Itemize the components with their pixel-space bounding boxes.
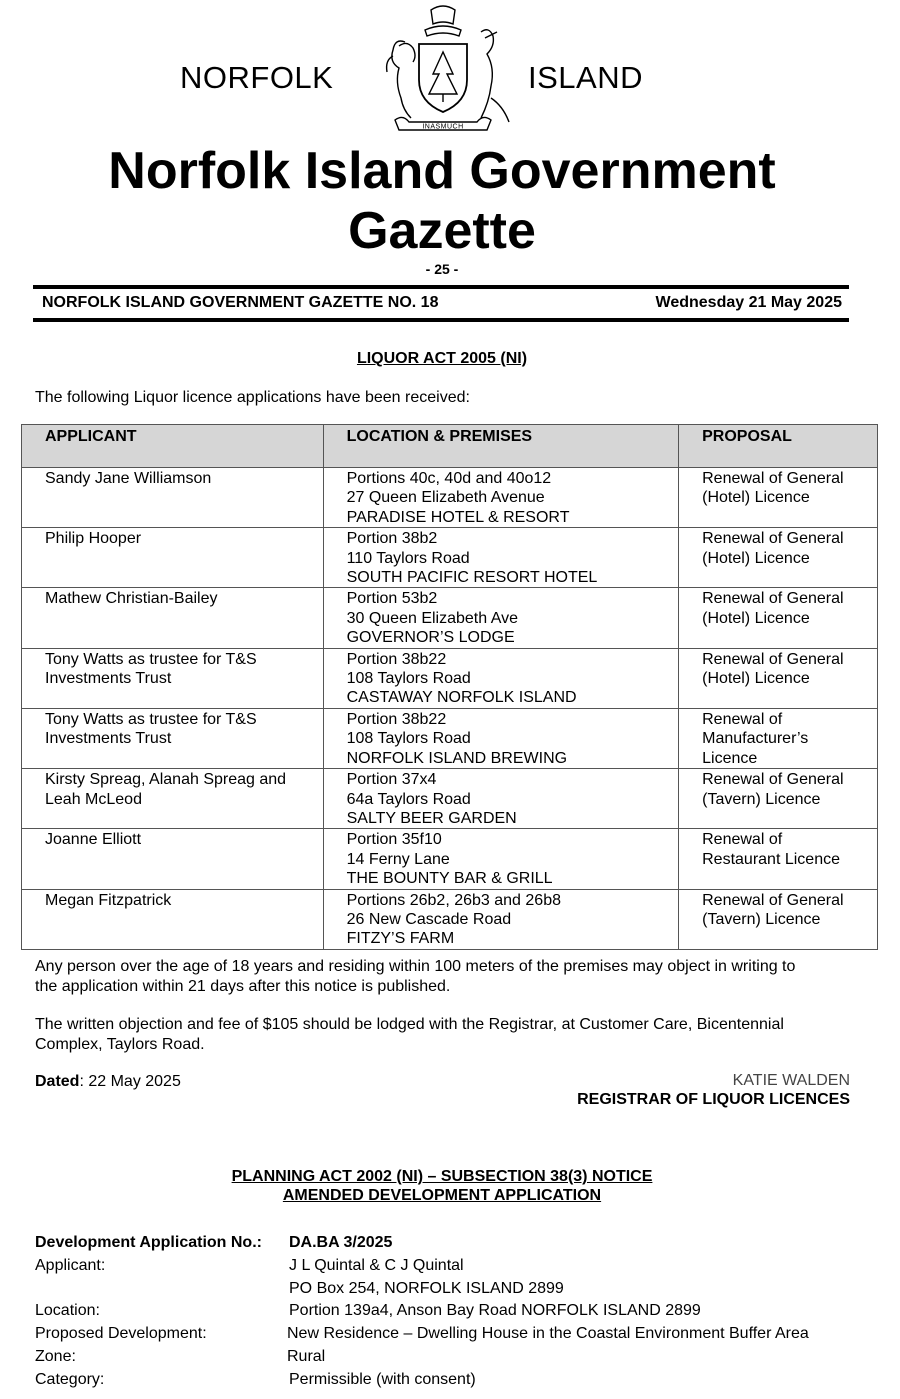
proposal-cell <box>679 528 878 588</box>
table-row <box>22 769 878 829</box>
applicant-cell <box>22 829 324 889</box>
planning-act-subheading: AMENDED DEVELOPMENT APPLICATION <box>282 1187 602 1204</box>
proposal-cell-line: (Hotel) Licence <box>702 670 810 688</box>
column-header-location: LOCATION & PREMISES <box>323 425 679 468</box>
applicant-cell-line: Megan Fitzpatrick <box>45 891 172 909</box>
table-row <box>22 468 878 528</box>
masthead-left-word: NORFOLK <box>180 60 334 95</box>
location-cell-line: 27 Queen Elizabeth Avenue <box>346 489 545 507</box>
location-cell-line: GOVERNOR’S LODGE <box>346 629 515 647</box>
proposal-cell-line: Renewal of General <box>702 650 844 668</box>
proposal-cell-line: (Hotel) Licence <box>702 549 810 567</box>
banner-top-rule <box>33 285 849 289</box>
fee-line-1: The written objection and fee of $105 should be lodged with the Registrar, at Customer Care, Bicentennial <box>35 1016 784 1033</box>
applicant-cell <box>22 769 324 829</box>
location-cell-line: Portion 53b2 <box>346 590 438 608</box>
objection-line-2: the application within 21 days after this notice is published. <box>35 977 451 995</box>
gazette-title-line1: Norfolk Island Government <box>108 142 776 200</box>
proposal-cell-line: Renewal of <box>702 831 783 849</box>
location-cell-line: 64a Taylors Road <box>346 790 471 808</box>
gazette-banner <box>42 294 842 312</box>
location-cell-line: 30 Queen Elizabeth Ave <box>346 609 518 627</box>
location-cell-line: 108 Taylors Road <box>346 730 471 748</box>
proposal-cell-line: Restaurant Licence <box>702 850 840 868</box>
field-value: J L Quintal & C J Quintal <box>289 1257 464 1274</box>
field-label: Zone: <box>35 1348 76 1365</box>
svg-text:INASMUCH: INASMUCH <box>422 123 464 131</box>
dated-value: : 22 May 2025 <box>79 1073 181 1090</box>
location-cell-line: FITZY’S FARM <box>346 930 455 948</box>
liquor-intro: The following Liquor licence applications have been received: <box>35 389 470 406</box>
liquor-applications-table <box>21 424 878 950</box>
location-cell <box>323 648 679 708</box>
location-cell <box>323 889 679 949</box>
masthead-right-word: ISLAND <box>528 60 643 95</box>
location-cell-line: 108 Taylors Road <box>346 670 471 688</box>
applicant-cell-line: Sandy Jane Williamson <box>45 470 212 487</box>
proposal-cell-line: Renewal of General <box>702 470 844 487</box>
proposal-cell-line: Renewal of General <box>702 891 844 909</box>
gazette-date: Wednesday 21 May 2025 <box>655 294 842 311</box>
table-row <box>22 588 878 648</box>
applicant-cell <box>22 648 324 708</box>
column-header-proposal: PROPOSAL <box>679 425 878 468</box>
location-cell <box>323 769 679 829</box>
proposal-cell <box>679 829 878 889</box>
field-value: DA.BA 3/2025 <box>289 1234 393 1251</box>
location-cell <box>323 468 679 528</box>
table-row <box>22 889 878 949</box>
applicant-cell-line: Philip Hooper <box>45 530 142 548</box>
location-cell-line: 26 New Cascade Road <box>346 910 512 928</box>
proposal-cell <box>679 769 878 829</box>
fee-notice <box>35 1015 855 1054</box>
gazette-title-line2: Gazette <box>348 202 536 260</box>
dated-label: Dated <box>35 1073 80 1090</box>
gazette-number: NORFOLK ISLAND GOVERNMENT GAZETTE NO. 18 <box>42 294 439 311</box>
page-number: - 25 - <box>425 261 459 277</box>
field-value: Permissible (with consent) <box>289 1371 476 1388</box>
location-cell-line: CASTAWAY NORFOLK ISLAND <box>346 689 577 707</box>
location-cell-line: SOUTH PACIFIC RESORT HOTEL <box>346 569 598 587</box>
proposal-cell-line: (Tavern) Licence <box>702 790 821 808</box>
table-header-row <box>22 425 878 468</box>
banner-bottom-rule <box>33 318 849 322</box>
applicant-cell-line: Joanne Elliott <box>45 831 142 849</box>
proposal-cell-line: Licence <box>702 749 758 767</box>
signatory-title: REGISTRAR OF LIQUOR LICENCES <box>577 1091 850 1108</box>
table-row <box>22 648 878 708</box>
location-cell-line: NORFOLK ISLAND BREWING <box>346 749 568 767</box>
proposal-cell <box>679 889 878 949</box>
location-cell <box>323 829 679 889</box>
field-label: Applicant: <box>35 1257 106 1274</box>
table-row <box>22 708 878 768</box>
applicant-cell-line: Investments Trust <box>45 730 172 748</box>
column-header-applicant: APPLICANT <box>22 425 324 468</box>
applicant-cell-line: Investments Trust <box>45 670 172 688</box>
location-cell-line: Portion 37x4 <box>346 771 437 789</box>
proposal-cell-line: (Hotel) Licence <box>702 609 810 627</box>
applicant-cell <box>22 468 324 528</box>
planning-act-heading: PLANNING ACT 2002 (NI) – SUBSECTION 38(3) NOTICE <box>231 1168 653 1185</box>
table-row <box>22 829 878 889</box>
applicant-cell-line: Kirsty Spreag, Alanah Spreag and <box>45 771 287 789</box>
field-value: Portion 139a4, Anson Bay Road NORFOLK ISLAND 2899 <box>289 1302 701 1319</box>
proposal-cell-line: (Hotel) Licence <box>702 489 810 507</box>
location-cell-line: Portion 38b22 <box>346 650 447 668</box>
fee-line-2: Complex, Taylors Road. <box>35 1035 205 1053</box>
objection-line-1: Any person over the age of 18 years and residing within 100 meters of the premises may object in writing to <box>35 958 796 975</box>
applicant-cell-line: Mathew Christian-Bailey <box>45 590 218 608</box>
location-cell-line: 14 Ferny Lane <box>346 850 450 868</box>
liquor-act-heading: LIQUOR ACT 2005 (NI) <box>356 350 528 367</box>
field-value: Rural <box>287 1348 326 1365</box>
proposal-cell <box>679 468 878 528</box>
table-row <box>22 528 878 588</box>
location-cell-line: THE BOUNTY BAR & GRILL <box>346 870 553 888</box>
location-cell-line: SALTY BEER GARDEN <box>346 809 517 827</box>
applicant-cell-line: Tony Watts as trustee for T&S <box>45 710 257 728</box>
proposal-cell-line: Manufacturer’s <box>702 730 809 748</box>
proposal-cell <box>679 708 878 768</box>
field-label: Proposed Development: <box>35 1325 207 1342</box>
location-cell <box>323 588 679 648</box>
proposal-cell <box>679 588 878 648</box>
location-cell-line: PARADISE HOTEL & RESORT <box>346 508 570 526</box>
location-cell-line: Portion 35f10 <box>346 831 442 849</box>
location-cell <box>323 528 679 588</box>
applicant-cell-line: Tony Watts as trustee for T&S <box>45 650 257 668</box>
location-cell-line: 110 Taylors Road <box>346 549 470 567</box>
proposal-cell <box>679 648 878 708</box>
location-cell-line: Portion 38b22 <box>346 710 447 728</box>
proposal-cell-line: Renewal of General <box>702 771 844 789</box>
location-cell-line: Portions 40c, 40d and 40o12 <box>346 470 552 487</box>
applicant-cell <box>22 708 324 768</box>
signatory-name: KATIE WALDEN <box>732 1072 850 1089</box>
applicant-cell <box>22 588 324 648</box>
location-cell <box>323 708 679 768</box>
field-label: Category: <box>35 1371 105 1388</box>
proposal-cell-line: (Tavern) Licence <box>702 910 821 928</box>
field-label: Development Application No.: <box>35 1234 262 1251</box>
objection-notice <box>35 957 855 996</box>
coat-of-arms-icon <box>373 2 513 136</box>
applicant-cell <box>22 889 324 949</box>
field-value: New Residence – Dwelling House in the Coastal Environment Buffer Area <box>287 1325 809 1342</box>
field-label: Location: <box>35 1302 100 1319</box>
field-value: PO Box 254, NORFOLK ISLAND 2899 <box>289 1280 564 1297</box>
applicant-cell-line: Leah McLeod <box>45 790 142 808</box>
applicant-cell <box>22 528 324 588</box>
proposal-cell-line: Renewal of General <box>702 530 844 548</box>
location-cell-line: Portion 38b2 <box>346 530 438 548</box>
proposal-cell-line: Renewal of <box>702 710 783 728</box>
location-cell-line: Portions 26b2, 26b3 and 26b8 <box>346 891 561 909</box>
proposal-cell-line: Renewal of General <box>702 590 844 608</box>
